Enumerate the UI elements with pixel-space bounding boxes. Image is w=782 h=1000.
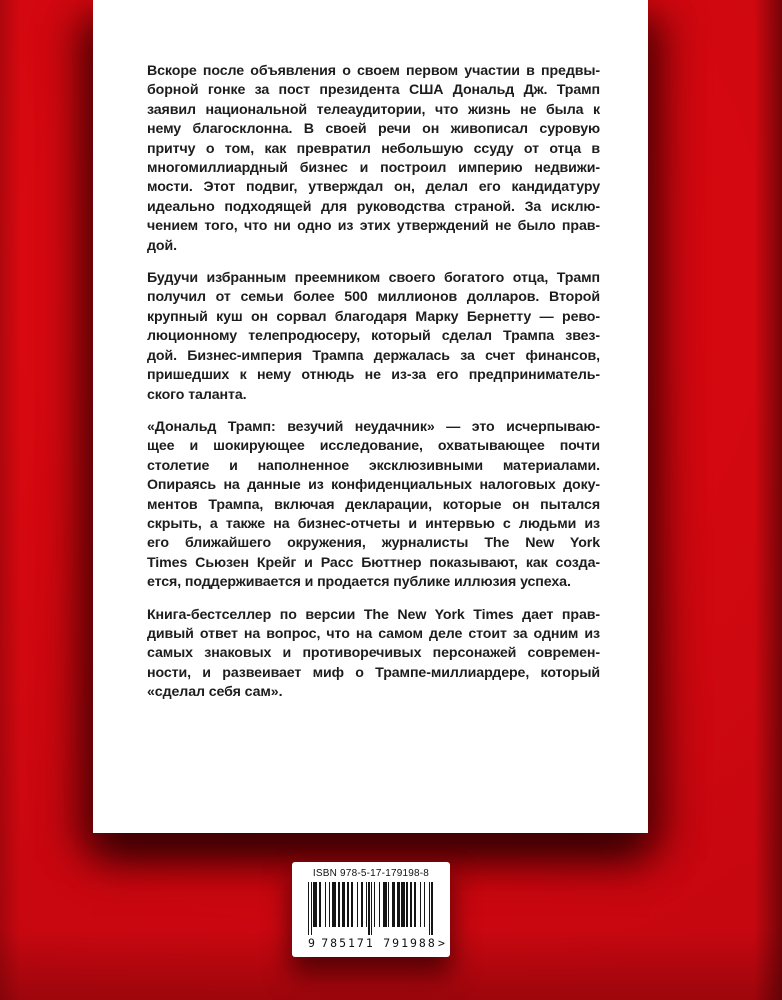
blurb-line: получил от семьи более 500 миллионов долларов. Второй: [147, 289, 600, 306]
blurb-line: скрыть, а также на бизнес-отчеты и интервью с людьми из: [147, 515, 600, 532]
ean-group-2: 791988: [383, 936, 437, 950]
blurb-line: дой. Бизнес-империя Трампа держалась за счет финансов,: [147, 347, 600, 364]
ean-suffix-arrow: >: [438, 936, 445, 950]
ean-group-1: 785171: [321, 936, 375, 950]
blurb-line: щее и шокирующее исследование, охватывающее почти: [147, 438, 600, 455]
blurb-line: «Дональд Трамп: везучий неудачник» — это исчерпываю-: [147, 418, 600, 435]
blurb-line: его ближайшего окружения, журналисты The New York: [147, 535, 600, 552]
ean-digits: [308, 936, 445, 950]
blurb-line: заявил национальной телеаудитории, что жизнь не была к: [147, 101, 600, 118]
blurb-line: борной гонке за пост президента США Дональд Дж. Трамп: [147, 82, 600, 99]
blurb-line: Опираясь на данные из конфиденциальных налоговых доку-: [147, 477, 600, 494]
blurb-line: мости. Этот подвиг, утверждал он, делал его кандидатуру: [147, 179, 600, 196]
blurb-paragraph: [147, 269, 600, 405]
blurb-line: многомиллиардный бизнес и построил империю недвижи-: [147, 160, 600, 177]
barcode-box: [292, 862, 450, 957]
blurb-line: дивый ответ на вопрос, что на самом деле стоит за одним из: [147, 625, 600, 642]
blurb-line: Книга-бестселлер по версии The New York Times дает прав-: [147, 606, 600, 623]
isbn-label: ISBN 978-5-17-179198-8: [312, 868, 430, 879]
blurb-line: ского таланта.: [147, 386, 247, 403]
blurb-paragraph: [147, 62, 600, 256]
blurb-line: «сделал себя сам».: [147, 684, 283, 701]
blurb-paragraph: [147, 418, 600, 593]
blurb-line: Вскоре после объявления о своем первом участии в предвы-: [147, 63, 600, 79]
blurb-line: самых знаковых и противоречивых персонажей современ-: [147, 645, 600, 662]
ean-first-digit: 9: [308, 936, 315, 950]
blurb-line: столетие и наполненное эксклюзивными материалами.: [147, 457, 600, 474]
blurb-line: ется, поддерживается и продается публике иллюзия успеха.: [147, 574, 571, 591]
blurb-line: ментов Трампа, включая декларации, которые он пытался: [147, 496, 600, 513]
blurb-line: крупный куш он сорвал благодаря Марку Бернетту — рево-: [147, 308, 600, 325]
ean-barcode: [308, 882, 434, 935]
blurb-line: дой.: [147, 237, 177, 254]
blurb-line: идеально подходящей для руководства страной. За исклю-: [147, 198, 600, 215]
blurb-line: пришедших к нему отнюдь не из-за его предприниматель-: [147, 367, 600, 384]
blurb-line: притчу о том, как превратил небольшую ссуду от отца в: [147, 140, 600, 157]
blurb-line: люционному телепродюсеру, который сделал Трампа звез-: [147, 328, 600, 345]
barcode-bar: [431, 882, 432, 935]
blurb-paragraph: [147, 606, 600, 703]
blurb-line: нему благосклонна. В своей речи он живописал суровую: [147, 121, 600, 138]
blurb-line: Times Сьюзен Крейг и Расс Бюттнер показывают, как созда-: [147, 554, 600, 571]
blurb-line: Будучи избранным преемником своего богатого отца, Трамп: [147, 270, 600, 287]
back-cover-panel: [93, 0, 648, 833]
blurb-text: [147, 62, 600, 716]
blurb-line: ности, и развеивает миф о Трампе-миллиардере, который: [147, 664, 600, 681]
blurb-line: чением того, что ни одно из этих утверждений не было прав-: [147, 218, 600, 235]
